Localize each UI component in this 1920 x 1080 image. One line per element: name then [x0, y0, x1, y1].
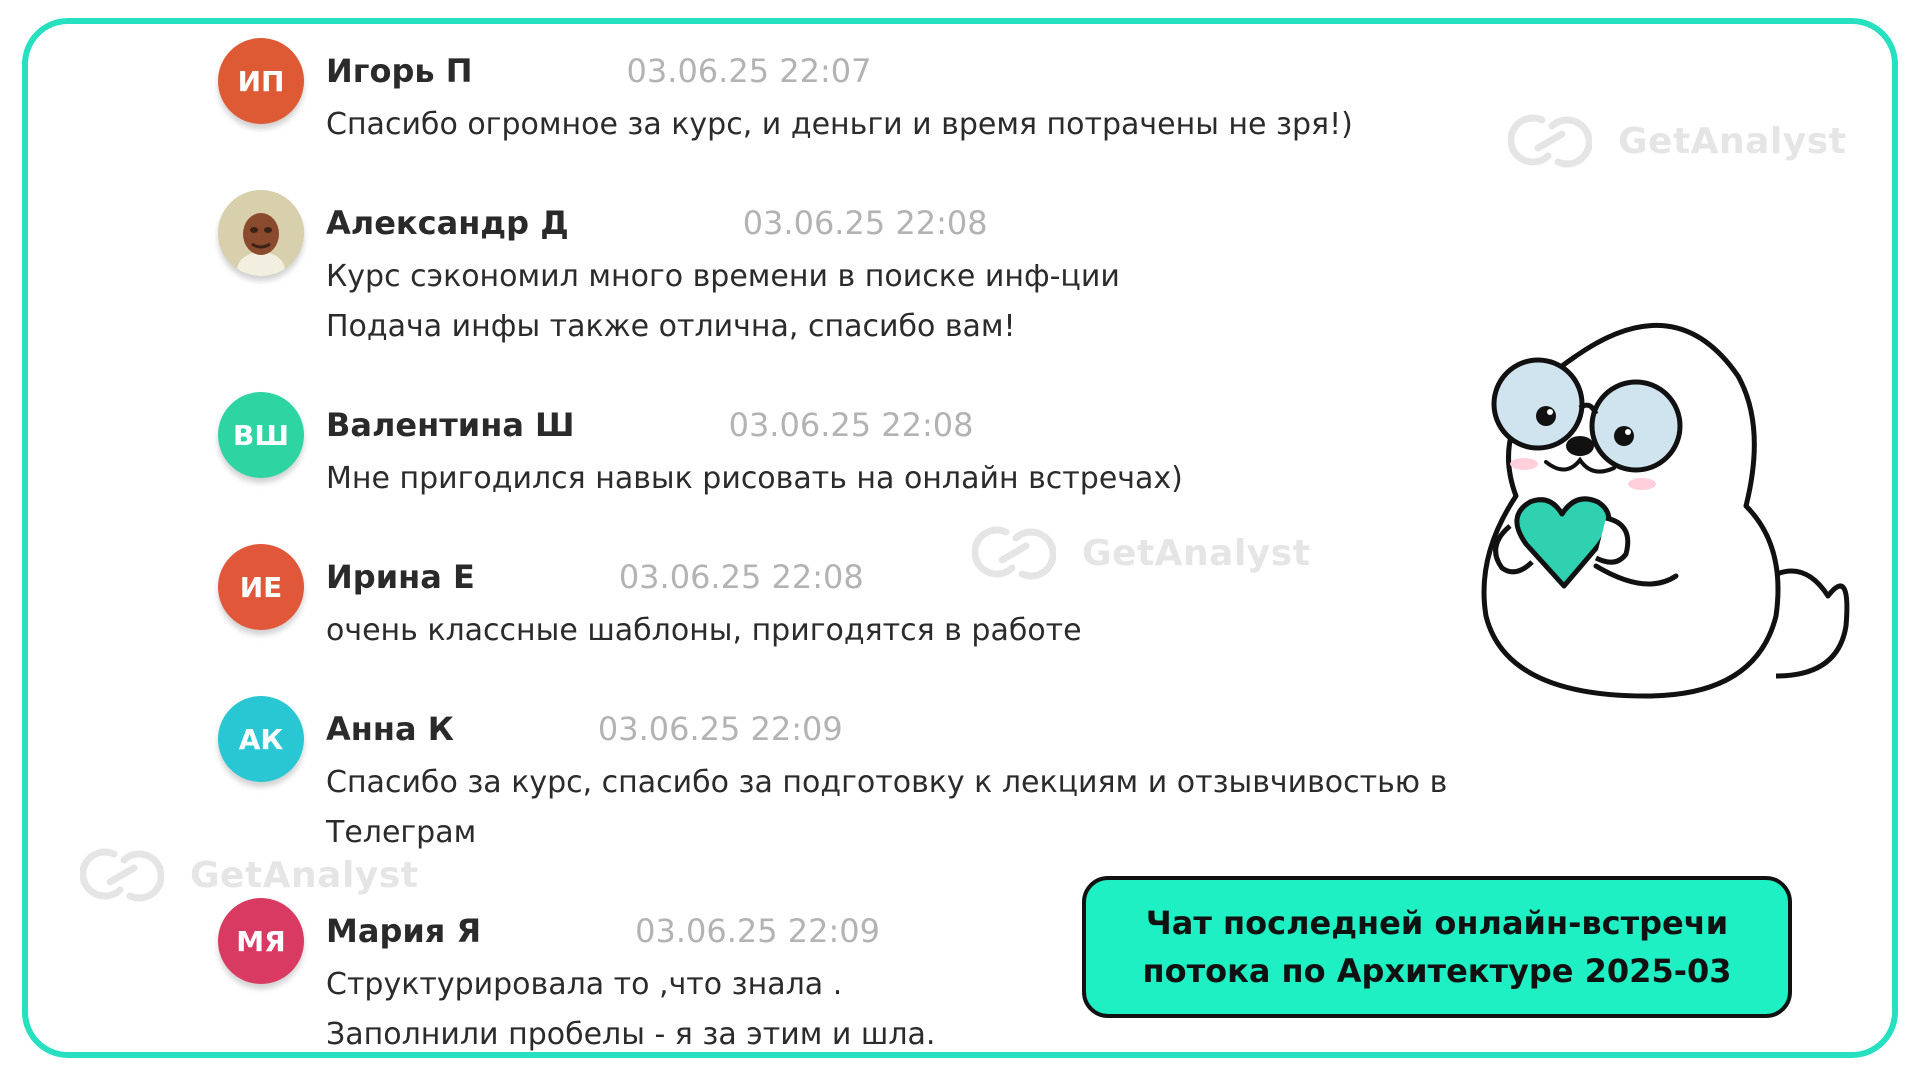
- caption-box: [1082, 876, 1792, 1018]
- message-time: 03.06.25 22:08: [742, 204, 988, 242]
- author-name[interactable]: Анна К: [326, 710, 454, 748]
- watermark-text: GetAnalyst: [1082, 532, 1311, 574]
- message-text: [326, 100, 1353, 150]
- message-time: 03.06.25 22:08: [728, 406, 974, 444]
- message-header: [326, 902, 880, 950]
- message-time: 03.06.25 22:07: [626, 52, 872, 90]
- author-name[interactable]: Ирина Е: [326, 558, 475, 596]
- message-header: [326, 396, 973, 444]
- watermark-text: GetAnalyst: [190, 854, 419, 896]
- message-header: [326, 42, 871, 90]
- author-name[interactable]: Игорь П: [326, 52, 473, 90]
- seal-with-heart-icon: [1446, 296, 1866, 716]
- message-line: Курс сэкономил много времени в поиске инф-ции: [326, 259, 1120, 294]
- message-line: Телеграм: [326, 815, 477, 850]
- message-line: Спасибо за курс, спасибо за подготовку к лекциям и отзывчивостью в: [326, 765, 1448, 800]
- message-header: [326, 700, 843, 748]
- message-line: Подача инфы также отлична, спасибо вам!: [326, 309, 1016, 344]
- redaction: [473, 42, 603, 82]
- avatar[interactable]: АК: [218, 696, 304, 782]
- avatar[interactable]: ВШ: [218, 392, 304, 478]
- message-text: [326, 758, 1447, 858]
- message-time: 03.06.25 22:09: [635, 912, 880, 950]
- redaction: [454, 700, 574, 740]
- watermark-text: GetAnalyst: [1618, 120, 1847, 162]
- caption-line: потока по Архитектуре 2025-03: [1142, 952, 1732, 990]
- redaction: [569, 194, 719, 234]
- caption-line: Чат последней онлайн-встречи: [1145, 904, 1729, 942]
- message-header: [326, 194, 988, 242]
- getanalyst-logo-icon: [972, 524, 1056, 582]
- message-text: [326, 252, 1120, 352]
- redaction: [481, 902, 611, 942]
- message-text: [326, 606, 1082, 656]
- message-text: [326, 960, 935, 1058]
- getanalyst-logo-icon: [80, 846, 164, 904]
- message-line: Мне пригодился навык рисовать на онлайн встречах): [326, 461, 1183, 496]
- watermark: [1508, 112, 1846, 170]
- author-name[interactable]: Мария Я: [326, 912, 482, 950]
- message-time: 03.06.25 22:08: [618, 558, 864, 596]
- avatar[interactable]: ИЕ: [218, 544, 304, 630]
- message-line: Спасибо огромное за курс, и деньги и время потрачены не зря!): [326, 107, 1353, 142]
- getanalyst-logo-icon: [1508, 112, 1592, 170]
- post-frame: [22, 18, 1898, 1058]
- author-name[interactable]: Валентина Ш: [326, 406, 575, 444]
- redaction: [475, 548, 595, 588]
- avatar[interactable]: ИП: [218, 38, 304, 124]
- message-text: [326, 454, 1183, 504]
- avatar[interactable]: МЯ: [218, 898, 304, 984]
- user-photo-icon: [218, 190, 304, 276]
- message-line: очень классные шаблоны, пригодятся в работе: [326, 613, 1082, 648]
- message-header: [326, 548, 864, 596]
- redaction: [575, 396, 705, 436]
- watermark: [972, 524, 1310, 582]
- message-time: 03.06.25 22:09: [597, 710, 843, 748]
- message-line: Структурировала то ,что знала .: [326, 967, 843, 1002]
- message-line: Заполнили пробелы - я за этим и шла.: [326, 1017, 936, 1052]
- avatar[interactable]: [218, 190, 304, 276]
- author-name[interactable]: Александр Д: [326, 204, 569, 242]
